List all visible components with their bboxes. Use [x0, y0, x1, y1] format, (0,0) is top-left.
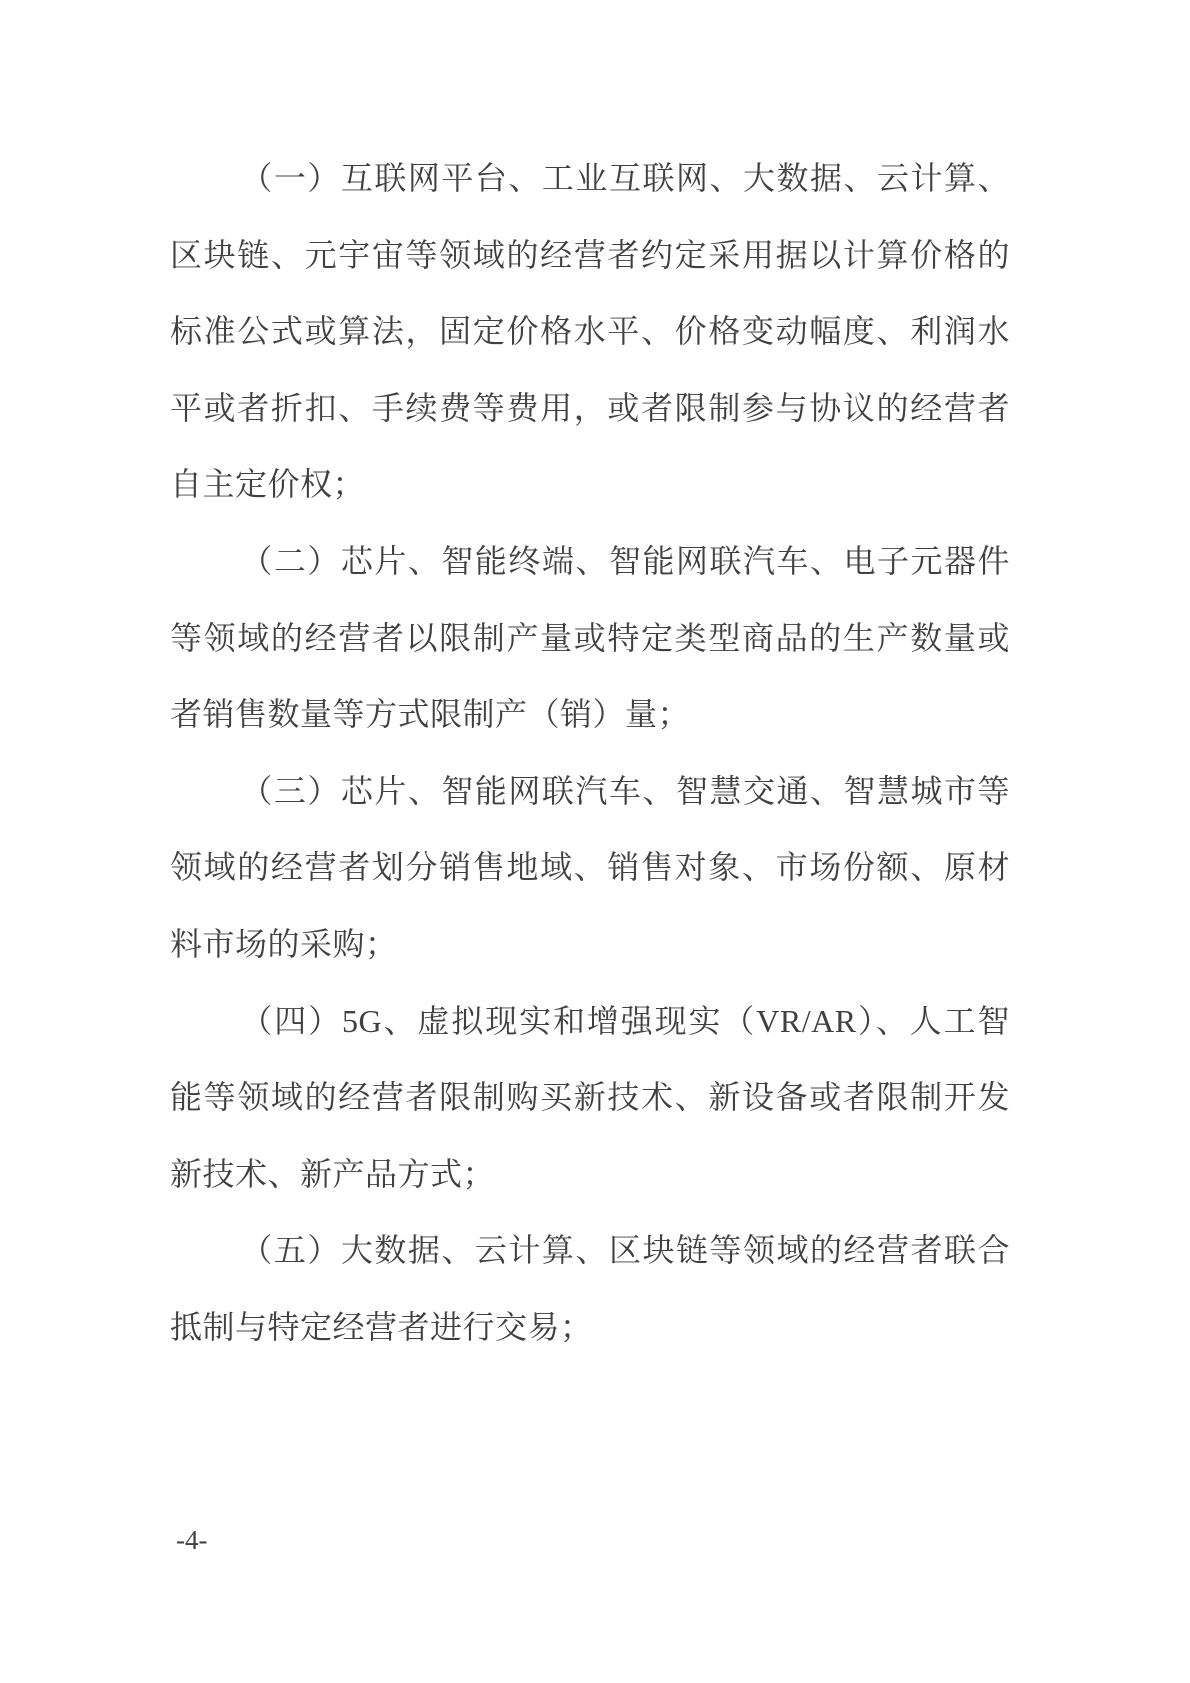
document-body	[170, 140, 1010, 1366]
clause-item-5: （五）大数据、云计算、区块链等领域的经营者联合抵制与特定经营者进行交易；	[170, 1232, 1010, 1345]
clause-item-2: （二）芯片、智能终端、智能网联汽车、电子元器件等领域的经营者以限制产量或特定类型商品的生产数量或者销售数量等方式限制产（销）量；	[170, 542, 1010, 733]
clause-item-1: （一）互联网平台、工业互联网、大数据、云计算、区块链、元宇宙等领域的经营者约定采用据以计算价格的标准公式或算法，固定价格水平、价格变动幅度、利润水平或者折扣、手续费等费用，或者限制参与协议的经营者自主定价权；	[170, 160, 1010, 503]
page-footer	[176, 1524, 207, 1556]
clause-item-3: （三）芯片、智能网联汽车、智慧交通、智慧城市等领域的经营者划分销售地域、销售对象、市场份额、原材料市场的采购；	[170, 772, 1010, 962]
clause-item-4: （四）5G、虚拟现实和增强现实（VR/AR）、人工智能等领域的经营者限制购买新技术、新设备或者限制开发新技术、新产品方式；	[170, 1002, 1010, 1192]
page-number: -4-	[176, 1525, 208, 1555]
